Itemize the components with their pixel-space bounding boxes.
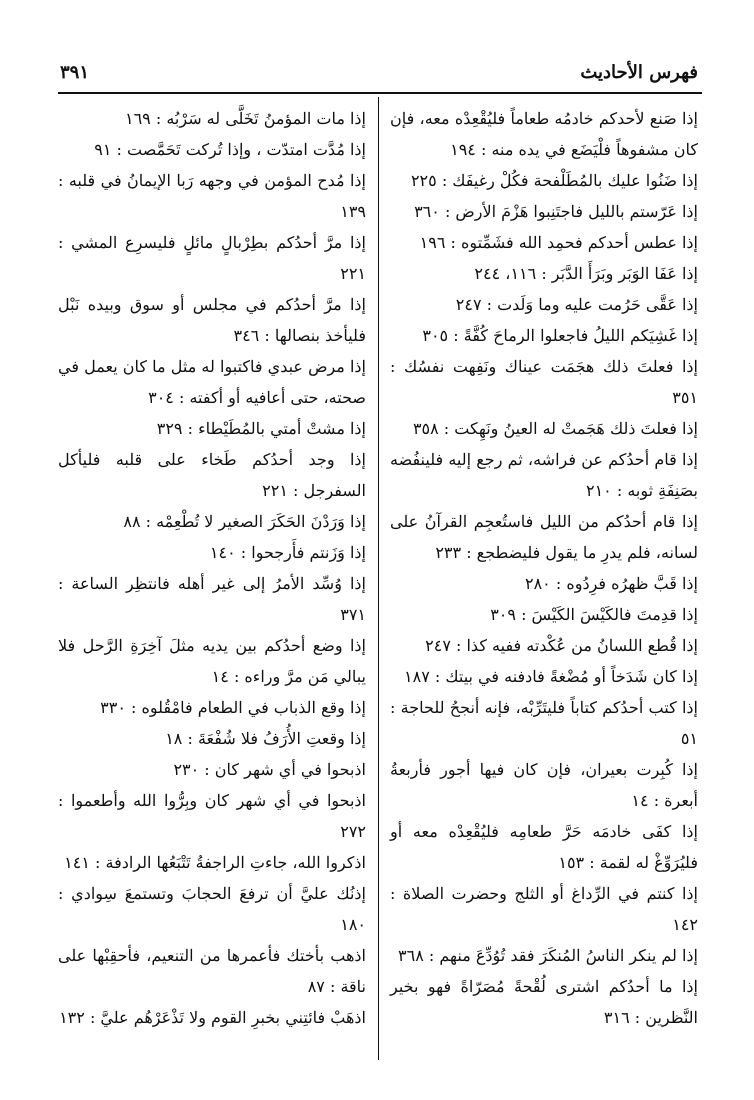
hadith-entry: إذا فعلتَ ذلك هجَمَت عيناك ونَفِهت نفسُك : ٣٥١ [390,357,698,407]
hadith-entry: إذا مرَّ أحدُكم بطِرْبالٍ مائلٍ فليسرِع المشي : ٢٢١ [58,233,366,283]
hadith-entry: إذا قُطع اللسانُ من عُكْدته ففيه كذا : ٢٤٧ [425,636,698,655]
hadith-entry: إذا مات المؤمنُ تَخَلَّى له سَرْبُه : ١٦٩ [124,109,366,128]
hadith-entry: إذا ما أحدُكم اشترى لُقْحةً مُصَرّاةً فهو بخير النَّظرين : ٣١٦ [390,977,698,1027]
hadith-entry: اذكروا الله، جاءتِ الراجفةُ تَتْبَعُها الرادفة : ١٤١ [64,853,366,872]
hadith-entry: إذا عَفَا الوَبَر وبَرَأَ الدَّبَر : ١١٦، ٢٤٤ [474,264,698,283]
header-rule [58,92,702,94]
hadith-entry: إذا لم ينكر الناسُ المُنكَرَ فقد تُوُدِّعَ منهم : ٣٦٨ [398,946,698,965]
hadith-entry: إذا كُبِرت بعيران، فإن كان فيها أجور فأربعةُ أبعرة : ١٤ [390,760,698,810]
running-title: فهرس الأحاديث [580,62,698,83]
hadith-entry: اذهَبْ فائتِني بخبرِ القوم ولا تَذْعَرْهُم عليَّ : ١٣٢ [59,1008,366,1027]
hadith-entry: إذا فعلتَ ذلك هَجَمتْ له العينُ ونَهِكت : ٣٥٨ [412,419,698,438]
hadith-entry: إذا عطس أحدكم فحمِد الله فشَمِّتوه : ١٩٦ [419,233,698,252]
hadith-entry: إذا وُسِّد الأمرُ إلى غير أهله فانتظِر الساعة : ٣٧١ [58,574,366,624]
column-divider [378,97,379,1060]
hadith-entry: إذا مرض عبدي فاكتبوا له مثل ما كان يعمل في صحته، حتى أعافيه أو أكفته : ٣٠٤ [58,357,366,407]
hadith-entry: إذا كان شَدَخاً أو مُضْغةً فادفنه في بيتك : ١٨٧ [404,667,698,686]
hadith-entry: إذا قدِمتَ فالكَيْسَ الكَيْسَ : ٣٠٩ [490,605,698,624]
hadith-entry: اذهب بأختك فأعمرها من التنعيم، فأحقِبْها على ناقة : ٨٧ [58,946,366,996]
page-header [60,62,698,88]
right-column [390,103,698,1033]
hadith-entry: إذا وقع الذباب في الطعام فامْقُلوه : ٣٣٠ [100,698,366,717]
page-number: ٣٩١ [60,62,90,83]
hadith-entry: إذا قام أحدُكم عن فراشه، ثم رجع إليه فلينفُضه بصَنِفَةِ ثوبه : ٢١٠ [390,450,698,500]
hadith-entry: إذا مُدح المؤمن في وجهه رَبا الإيمانُ في قلبه : ١٣٩ [58,171,366,221]
hadith-entry: اذبحوا في أي شهر كان : ٢٣٠ [173,760,366,779]
hadith-entry: إذنُك عليَّ أن ترفعَ الحجابَ وتستمعَ سِوادي : ١٨٠ [58,884,366,934]
hadith-entry: إذا وضع أحدُكم بين يديه مثلَ آخِرَةِ الرَّحل فلا يبالي مَن مرَّ وراءه : ١٤ [58,636,366,686]
hadith-entry: إذا قَبَّ ظهرُه فرِدُوه : ٢٨٠ [524,574,698,593]
hadith-entry: إذا وَرَدْنَ الحَكَرَ الصغير لا تُطْعِمْه : ٨٨ [123,512,366,531]
hadith-entry: إذا كتب أحدُكم كتاباً فليتَرِّبْه، فإنه أنجحُ للحاجة : ٥١ [390,698,698,748]
hadith-entry: إذا مرَّ أحدُكم في مجلس أو سوق وبيده نَبْل فليأخذ بنصالها : ٣٤٦ [58,295,366,345]
hadith-entry: إذا عَقَّى حَرُمت عليه وما وَلَدت : ٢٤٧ [455,295,698,314]
hadith-entry: إذا وقعتِ الأُرَفُ فلا شُفْعَةَ : ١٨ [165,729,366,748]
hadith-entry: إذا مشتْ أمتي بالمُطَيْطاء : ٣٢٩ [156,419,366,438]
left-column [58,103,366,1033]
hadith-entry: إذا ضَنُوا عليك بالمُطَلْفحة فكُلْ رغيفَك : ٢٢٥ [410,171,698,190]
hadith-entry: إذا كنتم في الرِّداغ أو الثلج وحضرت الصلاة : ١٤٢ [390,884,698,934]
hadith-entry: إذا صَنع لأحدكم خادمُه طعاماً فليُقْعِدْه معه، فإن كان مشفوهاً فلْيَضَع في يده منه : ١٩٤ [390,109,698,159]
hadith-entry: إذا وجد أحدُكم طَخاء على قلبه فليأكل السفرجل : ٢٢١ [58,450,366,500]
hadith-entry: إذا عَرّستم بالليل فاجتَنِبوا هَزْمَ الأرض : ٣٦٠ [414,202,698,221]
hadith-entry: إذا قام أحدُكم من الليل فاستُعجِم القرآنُ على لسانه، فلم يدرِ ما يقول فليضطجع : ٢٣٣ [390,512,698,562]
hadith-entry: إذا مُدَّت امتدّت ، وإذا تُركت تَحَمَّصت : ٩١ [94,140,366,159]
hadith-entry: إذا كفَى خادمَه حَرَّ طعامِه فليُقْعِدْه معه أو فليُرَوِّغْ له لقمة : ١٥٣ [390,822,698,872]
hadith-entry: إذا وَزَنتم فأَرجحوا : ١٤٠ [209,543,366,562]
hadith-entry: اذبحوا في أي شهر كان وبِرُّوا الله وأطعموا : ٢٧٢ [58,791,366,841]
hadith-entry: إذا غَشِيَكم الليلُ فاجعلوا الرماحَ كُفَّةً : ٣٠٥ [422,326,698,345]
